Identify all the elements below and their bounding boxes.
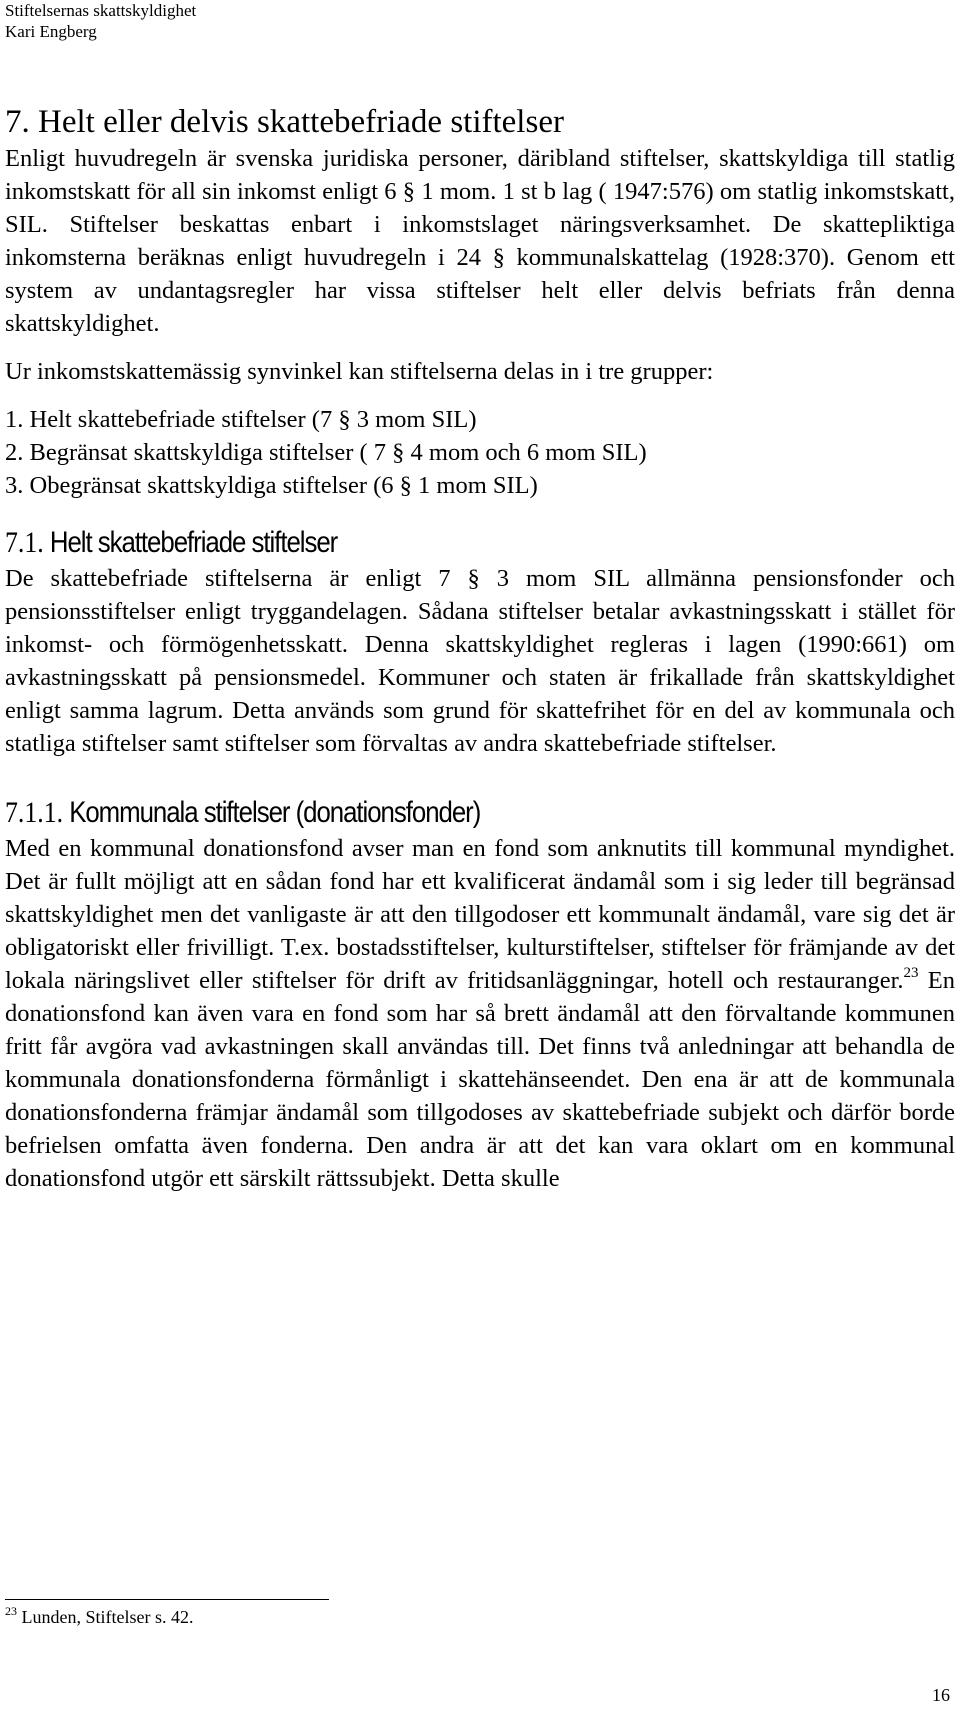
header-title: Stiftelsernas skattskyldighet	[5, 1, 197, 20]
section-7-1-1-paragraph	[5, 832, 955, 1195]
section-7-1-1-title: Kommunala stiftelser (donationsfonder)	[69, 796, 481, 829]
section-7-1-heading	[5, 524, 822, 562]
header-author: Kari Engberg	[5, 22, 97, 41]
section-7-paragraph-1: Enligt huvudregeln är svenska juridiska personer, däribland stiftelser, skattskyldiga till statlig inkomstskatt för all sin inkomst enligt 6 § 1 mom. 1 st b lag ( 1947:576) om statlig inkomstskatt, SIL. Stiftelser beskattas enbart i inkomstslaget näringsverksamhet. De skattepliktiga inkomsterna beräknas enligt huvudregeln i 24 § kommunalskattelag (1928:370). Genom ett system av undantagsregler har vissa stiftelser helt eller delvis befriats från denna skattskyldighet.	[5, 145, 955, 337]
section-7-paragraph-2: Ur inkomstskattemässig synvinkel kan stiftelserna delas in i tre grupper:	[5, 358, 714, 385]
list-item: 3. Obegränsat skattskyldiga stiftelser (6 § 1 mom SIL)	[5, 472, 538, 499]
section-7-heading: 7. Helt eller delvis skattebefriade stiftelser	[5, 104, 564, 140]
section-7-1-1-heading	[5, 794, 822, 832]
list-item: 1. Helt skattebefriade stiftelser (7 § 3 mom SIL)	[5, 406, 477, 433]
section-7-1-1-number: 7.1.1.	[5, 796, 64, 829]
running-header	[5, 0, 196, 42]
section-7-1-number: 7.1.	[5, 526, 44, 559]
footnote-separator	[5, 1599, 329, 1600]
section-7-1-title: Helt skattebefriade stiftelser	[49, 526, 338, 559]
footnote-text: Lunden, Stiftelser s. 42.	[17, 1607, 194, 1627]
paragraph-text: En donationsfond kan även vara en fond som har så brett ändamål att den förvaltande kommunen fritt får avgöra vad avkastningen skall användas till. Det finns två anledningar att behandla de kommunala donationsfonderna förmånligt i skattehänseendet. Den ena är att de kommunala donationsfonderna främjar ändamål som tillgodoses av skattebefriade subjekt och därför borde befrielsen omfatta även fonderna. Den andra är att det kan vara oklart om en kommunal donationsfond utgör ett särskilt rättssubjekt. Detta skulle	[5, 967, 955, 1192]
footnote	[5, 1606, 193, 1628]
paragraph-text: Med en kommunal donationsfond avser man en fond som anknutits till kommunal myndighet. Det är fullt möjligt att en sådan fond har ett kvalificerat ändamål som i sig leder till begränsad skattskyldighet men det vanligaste är att den tillgodoser ett kommunalt ändamål, vare sig det är obligatoriskt eller frivilligt. T.ex. bostadsstiftelser, kulturstiftelser, stiftelser för främjande av det lokala näringslivet eller stiftelser för drift av fritidsanläggningar, hotell och restauranger.	[5, 835, 955, 994]
page-body	[5, 102, 955, 1195]
list-item: 2. Begränsat skattskyldiga stiftelser ( 7 § 4 mom och 6 mom SIL)	[5, 439, 647, 466]
footnote-number: 23	[5, 1604, 17, 1618]
page-number: 16	[932, 1685, 950, 1705]
group-list	[5, 403, 955, 502]
footnote-reference[interactable]: 23	[903, 965, 919, 981]
section-7-1-paragraph: De skattebefriade stiftelserna är enligt 7 § 3 mom SIL allmänna pensionsfonder och pensionsstiftelser enligt tryggandelagen. Sådana stiftelser betalar avkastningsskatt i stället för inkomst- och förmögenhetsskatt. Denna skattskyldighet regleras i lagen (1990:661) om avkastningsskatt på pensionsmedel. Kommuner och staten är frikallade från skattskyldighet enligt samma lagrum. Detta används som grund för skattefrihet för en del av kommunala och statliga stiftelser samt stiftelser som förvaltas av andra skattebefriade stiftelser.	[5, 565, 955, 757]
